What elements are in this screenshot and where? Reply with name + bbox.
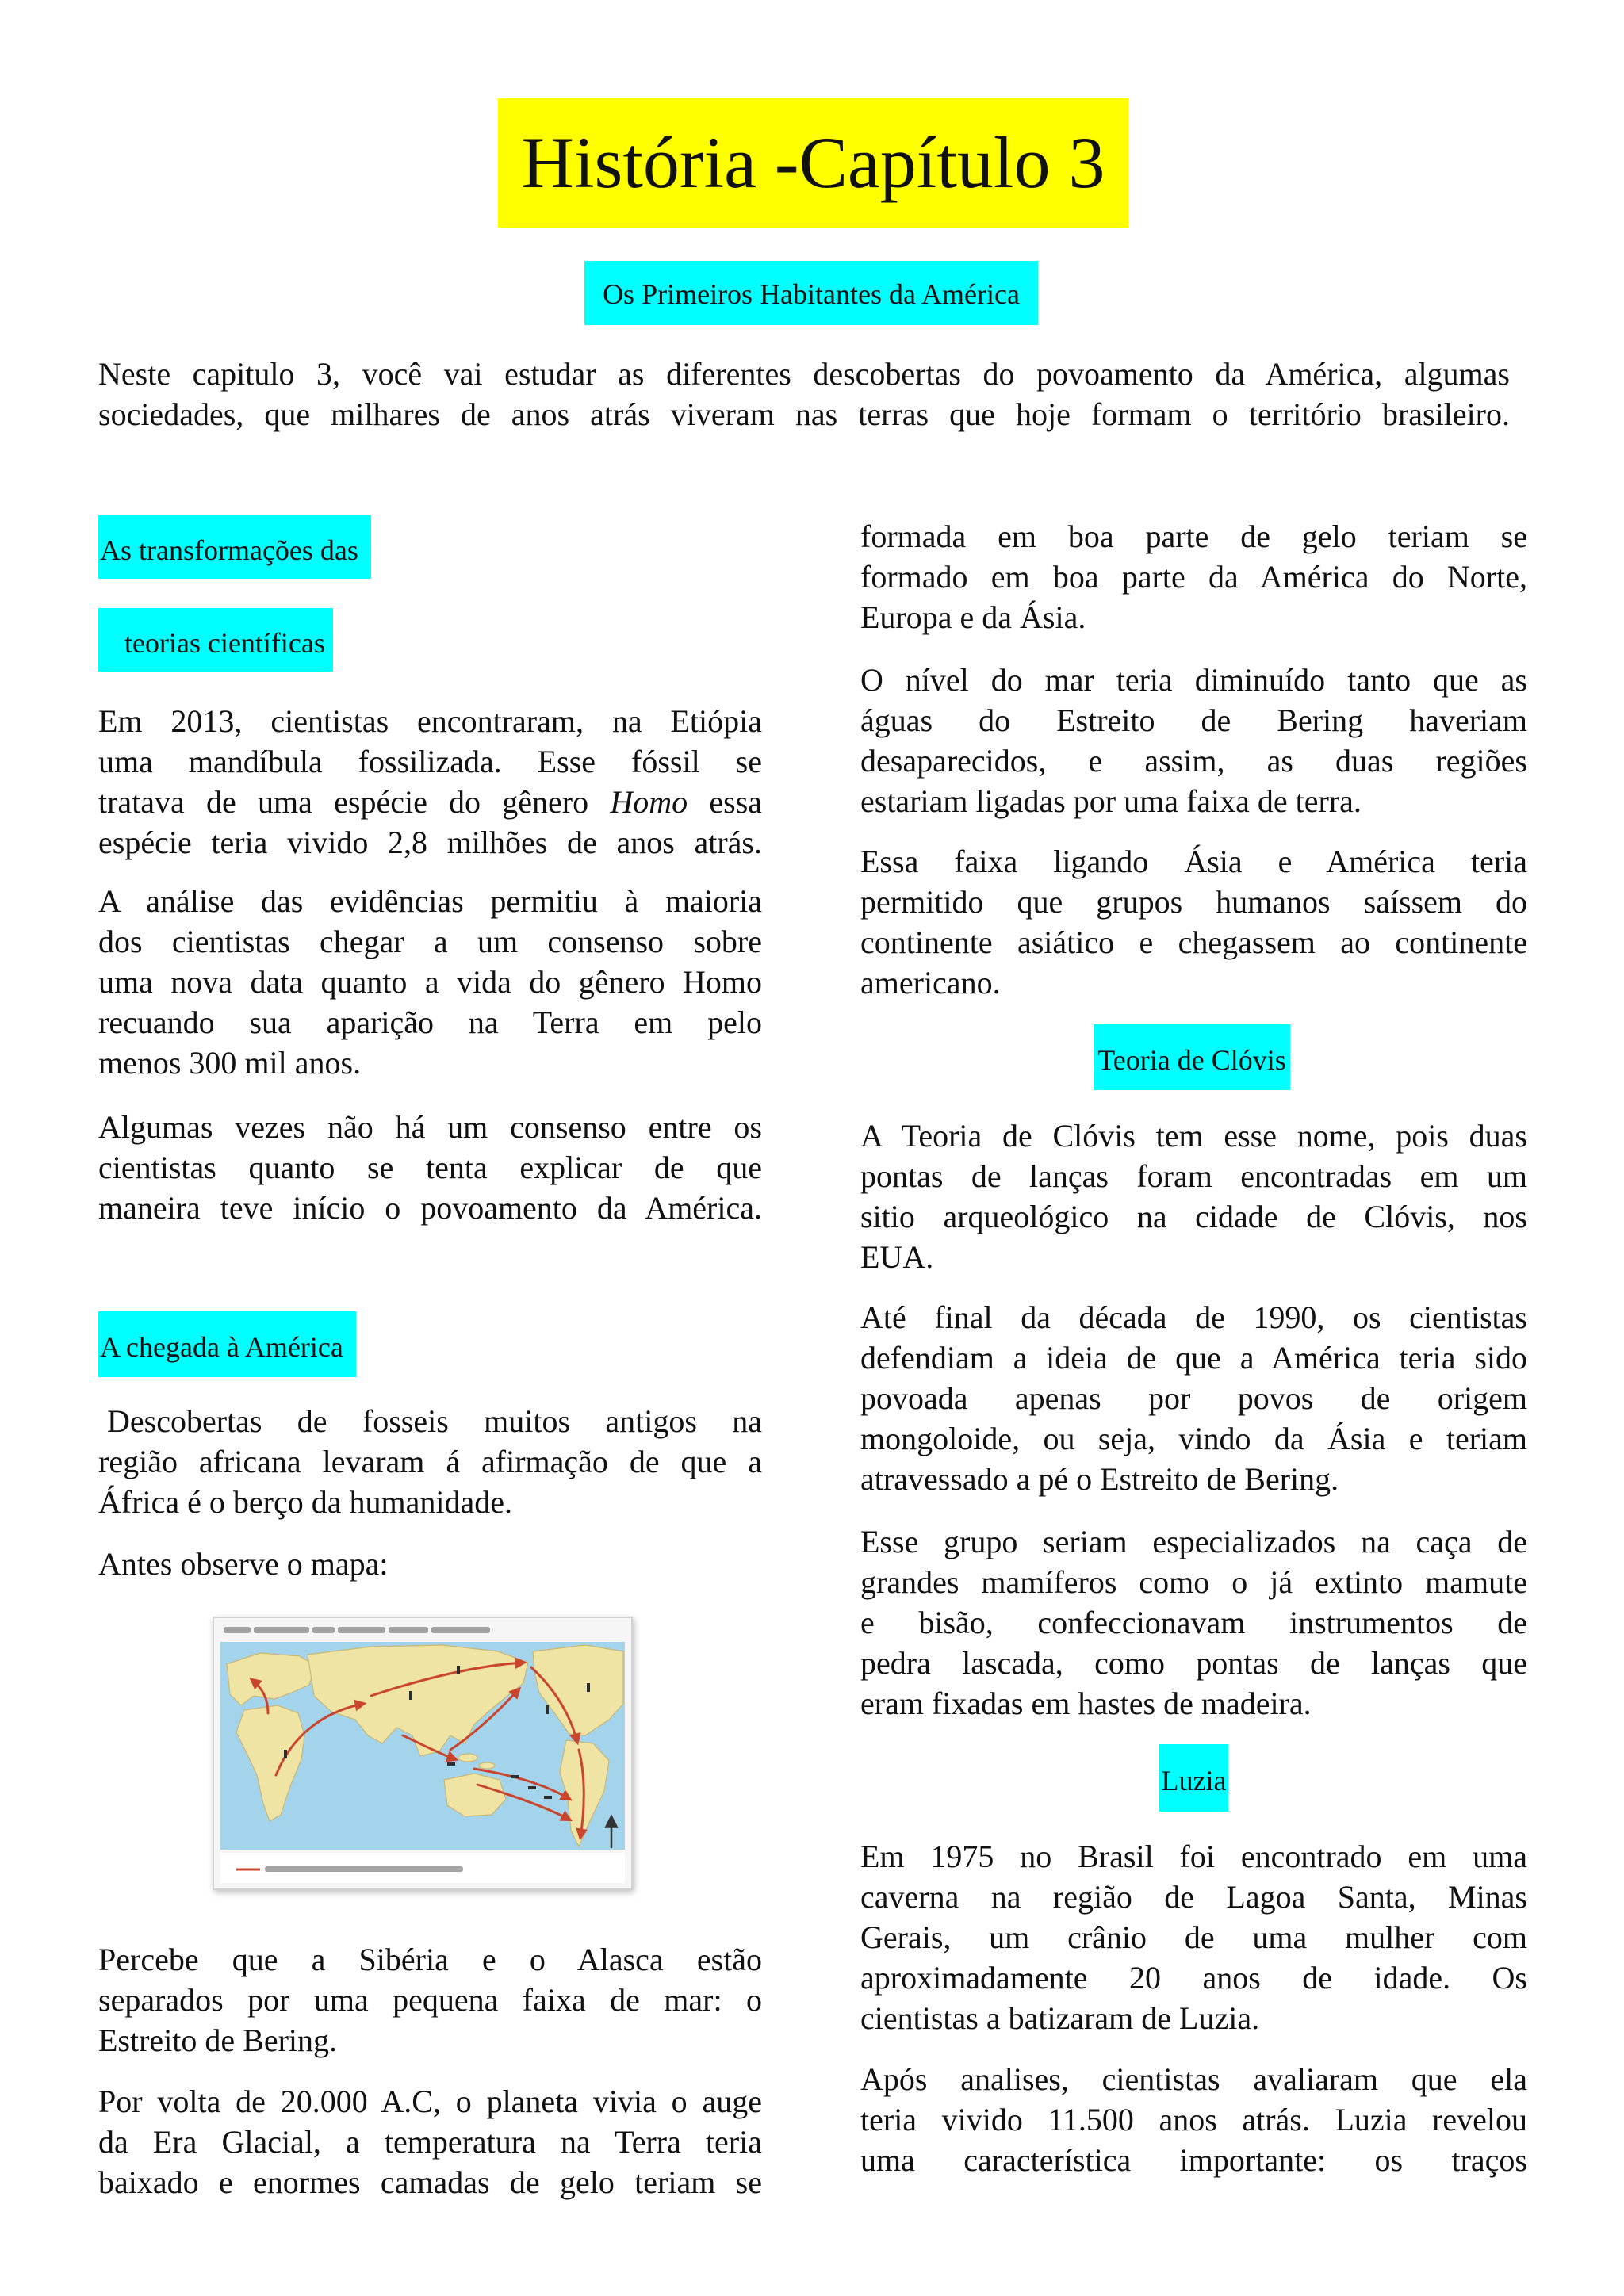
boat-marker xyxy=(544,1796,552,1799)
paragraph-luzia-descoberta xyxy=(860,1836,1527,2038)
text-line xyxy=(98,782,762,822)
page-subtitle: Os Primeiros Habitantes da América xyxy=(584,261,1038,325)
text-line: eram fixadas em hastes de madeira. xyxy=(860,1686,1312,1721)
text-line: Esse grupo seriam especializados na caça de xyxy=(860,1524,1527,1559)
text-line: permitido que grupos humanos saíssem do xyxy=(860,884,1527,920)
paragraph-analise-evidencias xyxy=(98,881,762,1083)
text-line: Em 1975 no Brasil foi encontrado em uma xyxy=(860,1839,1527,1874)
text-segment: essa xyxy=(688,784,763,820)
boat-marker xyxy=(447,1762,455,1766)
text-line: uma mandíbula fossilizada. Esse fóssil se xyxy=(98,744,762,779)
paragraph-era-glacial xyxy=(98,2081,762,2202)
paragraph-observe-mapa xyxy=(98,1544,762,1584)
text-line: aproximadamente 20 anos de idade. Os xyxy=(860,1960,1527,1996)
paragraph-consenso xyxy=(98,1107,762,1228)
text-line: recuando sua aparição na Terra em pelo xyxy=(98,1004,762,1040)
migration-map xyxy=(213,1617,633,1890)
human-figure-marker xyxy=(284,1750,287,1758)
text-line: pontas de lanças foram encontradas em um xyxy=(860,1158,1527,1194)
paragraph-faixa-terra xyxy=(860,841,1527,1003)
text-line: caverna na região de Lagoa Santa, Minas xyxy=(860,1879,1527,1915)
text-line: espécie teria vivido 2,8 milhões de anos atrás. xyxy=(98,825,762,860)
text-line: desaparecidos, e assim, as duas regiões xyxy=(860,743,1527,779)
page-title: História -Capítulo 3 xyxy=(498,98,1128,228)
text-line: uma nova data quanto a vida do gênero Homo xyxy=(98,964,762,1000)
boat-marker xyxy=(528,1786,536,1789)
islands-southeast-asia xyxy=(479,1762,495,1769)
text-line: Após analises, cientistas avaliaram que ela xyxy=(860,2061,1527,2097)
text-line: Até final da década de 1990, os cientistas xyxy=(860,1299,1527,1335)
text-line: A Teoria de Clóvis tem esse nome, pois duas xyxy=(860,1118,1527,1154)
text-line: formado em boa parte da América do Norte, xyxy=(860,559,1527,595)
text-line: e bisão, confeccionavam instrumentos de xyxy=(860,1605,1527,1640)
text-line: Por volta de 20.000 A.C, o planeta vivia o auge xyxy=(98,2084,762,2119)
paragraph-gelo-continuacao xyxy=(860,516,1527,637)
human-figure-marker xyxy=(409,1691,412,1700)
text-line: teria vivido 11.500 anos atrás. Luzia revelou xyxy=(860,2102,1527,2137)
map-legend xyxy=(220,1853,625,1883)
paragraph-nivel-mar xyxy=(860,660,1527,821)
text-line: grandes mamíferos como o já extinto mamute xyxy=(860,1564,1527,1600)
section-heading-luzia: Luzia xyxy=(1159,1744,1228,1812)
text-line: povoada apenas por povos de origem xyxy=(860,1380,1527,1416)
text-line: Estreito de Bering. xyxy=(98,2022,338,2058)
text-line: pedra lascada, como pontas de lanças que xyxy=(860,1645,1527,1681)
boat-marker xyxy=(511,1775,519,1778)
paragraph-siberia-alasca xyxy=(98,1939,762,2061)
text-line: dos cientistas chegar a um consenso sobre xyxy=(98,924,762,959)
migration-map-figure xyxy=(213,1617,633,1890)
human-figure-marker xyxy=(587,1683,590,1692)
text-line: defendiam a ideia de que a América teria sido xyxy=(860,1340,1527,1376)
text-line: maneira teve início o povoamento da América. xyxy=(98,1190,762,1226)
paragraph-berco-humanidade xyxy=(98,1401,762,1522)
text-segment: tratava de uma espécie do gênero xyxy=(98,784,611,820)
paragraph-fossil-etiopia xyxy=(98,701,762,863)
text-line: americano. xyxy=(860,965,1001,1001)
text-line: Europa e da Ásia. xyxy=(860,599,1086,635)
paragraph-decada-1990 xyxy=(860,1297,1527,1499)
italic-term: Homo xyxy=(610,784,688,820)
text-line: O nível do mar teria diminuído tanto que as xyxy=(860,662,1527,698)
text-line: A análise das evidências permitiu à maioria xyxy=(98,883,762,919)
map-caption-blur xyxy=(224,1627,490,1633)
text-line: continente asiático e chegassem ao continente xyxy=(860,924,1527,960)
text-line: separados por uma pequena faixa de mar: o xyxy=(98,1982,762,2018)
human-figure-marker xyxy=(546,1705,549,1714)
legend-text-blur xyxy=(265,1866,463,1872)
section-heading-chegada: A chegada à América xyxy=(98,1311,356,1377)
text-line: cientistas quanto se tenta explicar de que xyxy=(98,1150,762,1185)
text-line: estariam ligadas por uma faixa de terra. xyxy=(860,783,1362,819)
paragraph-cacadores xyxy=(860,1521,1527,1724)
text-line: baixado e enormes camadas de gelo teriam se xyxy=(98,2164,762,2200)
text-line: Neste capitulo 3, você vai estudar as diferentes descobertas do povoamento da América, algumas xyxy=(98,356,1510,392)
text-line: águas do Estreito de Bering haveriam xyxy=(860,702,1527,738)
islands-southeast-asia xyxy=(458,1754,477,1762)
human-figure-marker xyxy=(457,1666,460,1674)
text-line: uma característica importante: os traços xyxy=(860,2142,1527,2178)
text-line: formada em boa parte de gelo teriam se xyxy=(860,519,1527,554)
text-line: EUA. xyxy=(860,1239,934,1275)
section-heading-transformacoes-line-1: As transformações das xyxy=(98,515,371,579)
text-line: atravessado a pé o Estreito de Bering. xyxy=(860,1461,1339,1497)
text-line: Percebe que a Sibéria e o Alasca estão xyxy=(98,1942,762,1977)
text-line: Em 2013, cientistas encontraram, na Etiópia xyxy=(98,703,762,739)
text-line: sitio arqueológico na cidade de Clóvis, nos xyxy=(860,1199,1527,1234)
text-line: Essa faixa ligando Ásia e América teria xyxy=(860,844,1527,879)
text-line: sociedades, que milhares de anos atrás viveram nas terras que hoje formam o território brasileiro. xyxy=(98,396,1510,432)
text-line: da Era Glacial, a temperatura na Terra teria xyxy=(98,2124,762,2160)
text-line: Antes observe o mapa: xyxy=(98,1546,389,1582)
text-line: mongoloide, ou seja, vindo da Ásia e teriam xyxy=(860,1421,1527,1456)
text-line: Gerais, um crânio de uma mulher com xyxy=(860,1919,1527,1955)
section-heading-transformacoes-line-2: teorias científicas xyxy=(98,608,333,672)
section-heading-clovis: Teoria de Clóvis xyxy=(1094,1024,1290,1090)
paragraph-luzia-analise xyxy=(860,2059,1527,2180)
text-line: Algumas vezes não há um consenso entre os xyxy=(98,1109,762,1145)
text-line: menos 300 mil anos. xyxy=(98,1045,362,1081)
text-line: região africana levaram á afirmação de que a xyxy=(98,1444,762,1479)
text-line: Descobertas de fosseis muitos antigos na xyxy=(107,1403,762,1439)
paragraph-teoria-clovis xyxy=(860,1115,1527,1277)
text-line: cientistas a batizaram de Luzia. xyxy=(860,2000,1260,2036)
text-line: África é o berço da humanidade. xyxy=(98,1484,512,1520)
intro-paragraph xyxy=(98,354,1510,434)
